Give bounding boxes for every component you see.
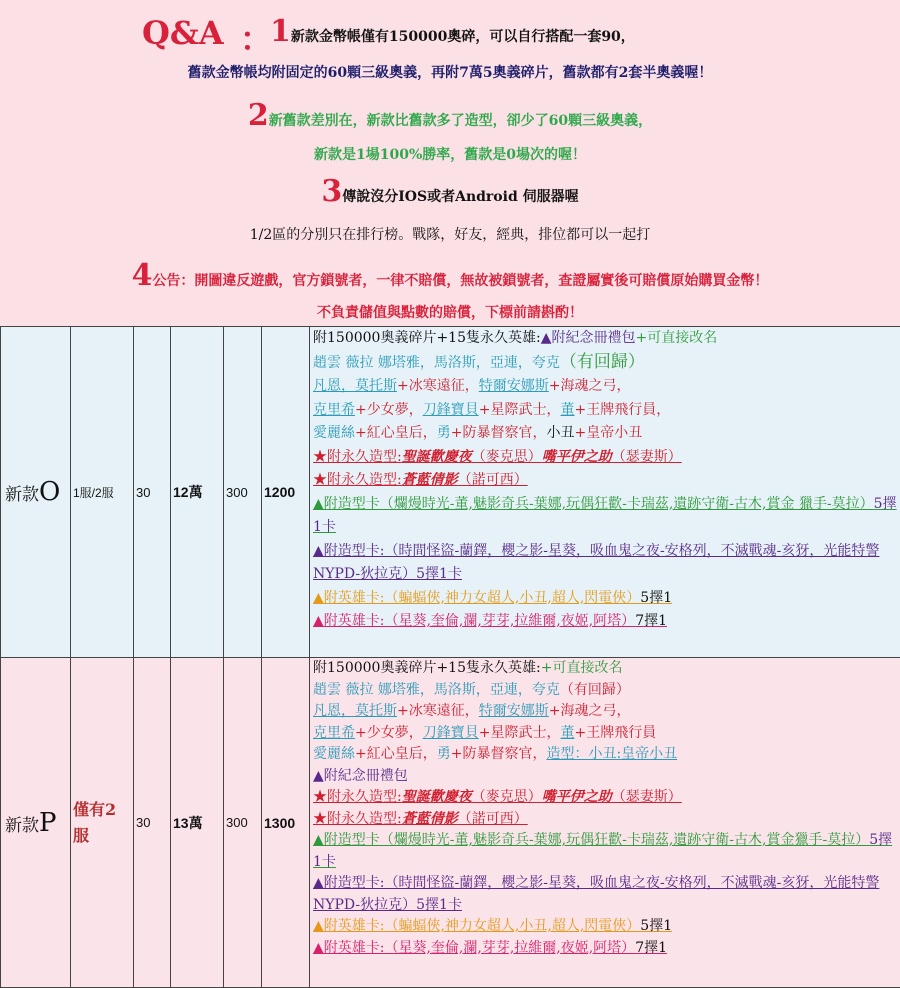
desc-line: 克里希+少女夢，刀鋒寶貝+星際武士，董+王牌飛行員 [313, 723, 900, 745]
desc-line: 趙雲 薇拉 娜塔雅，馬洛斯，亞連，夸克（有回歸） [313, 351, 900, 376]
col3-cell: 30 [134, 327, 171, 658]
col5-cell: 300 [224, 658, 262, 988]
description-cell [310, 658, 900, 988]
desc-line: ▲附英雄卡:（星葵,奎倫,瀾,芽芽,拉維爾,夜姬,阿塔）7擇1 [313, 610, 900, 634]
desc-line: 凡恩，莫托斯+冰寒遠征，特爾安娜斯+海魂之弓， [313, 701, 900, 723]
product-name: 新款P [1, 658, 71, 988]
product-name: 新款O [1, 327, 71, 658]
desc-line: ▲附造型卡（爛熳時光-董,魅影奇兵-葉娜,玩偶狂歡-卡瑞茲,遺跡守衛-古木,賞金獵手-莫拉）5擇1卡 [313, 830, 900, 873]
qa-item-1-line1: 1新款金幣帳僅有150000奧碎，可以自行搭配一套90， [0, 14, 900, 49]
table-row [1, 327, 900, 658]
qa-banner [0, 0, 900, 327]
qa-item-3-line1: 3傳說沒分IOS或者Android 伺服器喔 [0, 174, 900, 209]
desc-line: 趙雲 薇拉 娜塔雅，馬洛斯，亞連，夸克（有回歸） [313, 680, 900, 702]
desc-line: ▲附英雄卡:（蝙蝠俠,神力女超人,小丑,超人,閃電俠）5擇1 [313, 587, 900, 611]
desc-line: 愛麗絲+紅心皇后，勇+防暴督察官，造型：小丑:皇帝小丑 [313, 744, 900, 766]
product-table [0, 326, 900, 988]
col3-cell: 30 [134, 658, 171, 988]
qa-item-2-line1: 2新舊款差別在，新款比舊款多了造型，卻少了60顆三級奧義， [0, 98, 900, 133]
desc-line: ▲附紀念冊禮包 [313, 766, 900, 788]
qa-item-1-line2: 舊款金幣帳均附固定的60顆三級奧義，再附7萬5奧義碎片，舊款都有2套半奧義喔！ [0, 62, 900, 82]
desc-line: ★附永久造型:聖誕歡慶夜（麥克思）嘴平伊之助（瑟妻斯） [313, 446, 900, 470]
desc-line: 克里希+少女夢，刀鋒寶貝+星際武士，董+王牌飛行員， [313, 399, 900, 423]
desc-line: ★附永久造型:聖誕歡慶夜（麥克思）嘴平伊之助（瑟妻斯） [313, 787, 900, 809]
desc-line: 凡恩，莫托斯+冰寒遠征，特爾安娜斯+海魂之弓， [313, 375, 900, 399]
desc-line: 附150000奧義碎片+15隻永久英雄:+可直接改名 [313, 658, 900, 680]
price-cell: 12萬 [171, 327, 224, 658]
qa-item-4-line2: 不負責儲值與點數的賠償，下標前請斟酌！ [0, 302, 900, 322]
qa-item-2-line2: 新款是1場100%勝率，舊款是0場次的喔！ [0, 144, 900, 164]
qa-item-3-line2: 1/2區的分別只在排行榜。戰隊，好友，經典，排位都可以一起打 [0, 224, 900, 244]
qa-item-4-line1: 4公告：開圖違反遊戲，官方鎖號者，一律不賠償，無故被鎖號者，查證屬實後可賠償原始購買金幣！ [0, 258, 900, 293]
server-cell: 僅有2服 [71, 658, 134, 988]
desc-line: 愛麗絲+紅心皇后，勇+防暴督察官，小丑+皇帝小丑 [313, 422, 900, 446]
col6-cell: 1200 [262, 327, 310, 658]
desc-line: ▲附英雄卡:（蝙蝠俠,神力女超人,小丑,超人,閃電俠）5擇1 [313, 916, 900, 938]
col5-cell: 300 [224, 327, 262, 658]
col6-cell: 1300 [262, 658, 310, 988]
desc-line: ▲附英雄卡:（星葵,奎倫,瀾,芽芽,拉維爾,夜姬,阿塔）7擇1 [313, 938, 900, 960]
qa-colon: ： [240, 14, 272, 60]
price-cell: 13萬 [171, 658, 224, 988]
desc-line: ▲附造型卡（爛熳時光-董,魅影奇兵-葉娜,玩偶狂歡-卡瑞茲,遺跡守衛-古木,賞金 獵手-莫拉）5擇1卡 [313, 493, 900, 540]
desc-line: ▲附造型卡:（時間怪盜-蘭鐸，櫻之影-星葵，吸血鬼之夜-安格列，不滅戰魂-亥犽，光能特警NYPD-狄拉克）5擇1卡 [313, 540, 900, 587]
desc-line: ★附永久造型:蒼藍倩影（諾可西） [313, 469, 900, 493]
description-cell [310, 327, 900, 658]
desc-line: 附150000奧義碎片+15隻永久英雄:▲附紀念冊禮包+可直接改名 [313, 327, 900, 351]
desc-line: ★附永久造型:蒼藍倩影（諾可西） [313, 809, 900, 831]
table-row [1, 658, 900, 988]
server-cell: 1服/2服 [71, 327, 134, 658]
qa-title: Q&A [142, 14, 224, 52]
desc-line: ▲附造型卡:（時間怪盜-蘭鐸，櫻之影-星葵，吸血鬼之夜-安格列，不滅戰魂-亥犽，光能特警NYPD-狄拉克）5擇1卡 [313, 873, 900, 916]
